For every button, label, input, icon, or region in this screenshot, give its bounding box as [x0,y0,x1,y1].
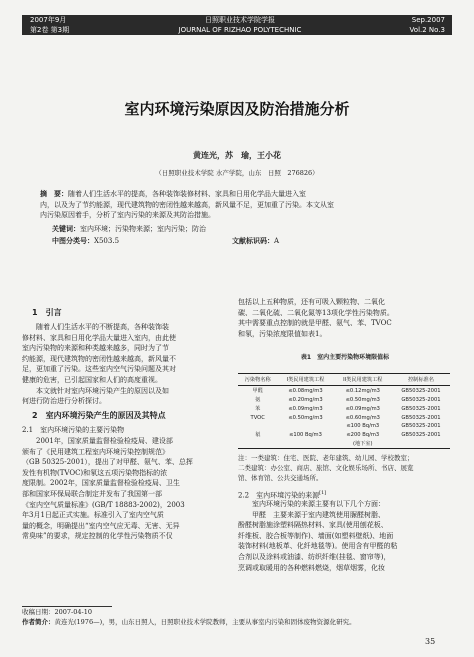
table-header-row [238,374,450,386]
citation-ref: [1] [319,490,327,496]
table-cell [238,439,277,449]
table-cell [392,439,450,449]
table-caption: 表1 室内主要污染物环境限值标 [300,354,390,361]
section-2-2-body: 室内环境污染的来源主要有以下几个方面： 甲醛 主要来源于室内建筑使用脲醛树脂、 酚醛树脂施涂塑料隔热材料、家具(使用刨花板、 纤维板、胶合板等制作)、墙面(如塑料壁纸)、地面 装饰材料(地板革、化纤地毯等)。使用含有甲醛的粘 合剂以及涂料或油漆、纺织纤维(挂毯、窗帘等)， 烹调或取暖用的各种燃料燃烧，烟草烟雾，化妆 [238,500,398,572]
table-header-cell: 污染物名称 [238,374,277,386]
doc-code [232,236,382,247]
table-row [238,414,450,422]
header-right [395,15,445,35]
table-cell: GB50325-2001 [401,422,441,429]
table-cell: 氨 [255,397,261,404]
doc-code-label: 文献标识码： [232,237,274,245]
table-row [238,430,450,439]
right-para-top: 包括以上五种物质，还有可吸入颗粒物、二氧化 碳、二氧化硫、二氧化氮等13项化学性污染物质。 其中需要重点控制的就是甲醛、氨气、苯、TVOC 和氡，污染浓度限值如表1。 [238,298,394,338]
abstract-label: 摘 要： [40,190,68,198]
table-header-cell: 控制标准名 [392,374,450,386]
table-header-cell: I类民用建筑工程 [277,374,333,386]
table-note: 注：一类建筑：住宅、医院、老年建筑、幼儿园、学校教室； 二类建筑：办公室、商店、旅馆、文化娱乐场所、书店、展览 馆、体育馆、公共交通场所。 [238,454,414,482]
journal-name-cn: 日照职业技术学院学报 [205,16,275,24]
abstract-line-2: 内，以及为了节约能源，现代建筑物的密闭性越来越高，新风量不足，更加重了污染。本文从室 [40,200,334,209]
section-2-1-body: 2001年，国家质量监督检验检疫局、建设部 颁布了《民用建筑工程室内环境污染控制规范》 （GB 50325-2001），提出了对甲醛、氨气、苯、总挥 发性有机物(TVOC)和氡这五项污染物指标的浓 度限制。2002年，国家质量监督检验检疫局、卫生 部和国家环保局联合制定并发布了我国第一部 《室内空气质量标准》(GB/T 18883-2002)，2003 年3月1日起正式实施。标准引入了室内空气质 量的概念，明确提出“室内空气应无毒、无害、无异 常臭味”的要求，规定控制的化学性污染物质不仅 [22,437,193,541]
header-volume-en: Vol.2 No.3 [409,26,445,34]
keywords-text: 室内环境；污染物来源；室内污染；防治 [80,225,206,233]
classification [52,236,202,247]
article-title: 室内环境污染原因及防治措施分析 [124,100,350,118]
table-cell: GB50325-2001 [401,405,441,412]
table-cell: ≤0.08mg/m3 [288,387,323,394]
classification-label: 中图分类号： [52,237,94,245]
table-cell: ≤0.50mg/m3 [345,396,380,403]
header-date-en: Sep.2007 [411,16,445,24]
table-cell: 氡 [255,432,261,439]
abstract-line-1: 摘 要：随着人们生活水平的提高，各种装饰装修材料、家具和日用化学品大量进入室 [40,190,306,198]
table-cell: ≤0.60mg/m3 [345,414,380,421]
pollutant-limits-table [238,373,450,449]
header-left [30,15,69,35]
table-cell: ≤200 Bq/m3 [346,431,380,438]
received-date: 收稿日期：2007-04-10 [22,608,92,616]
header-center [140,15,340,35]
authors: 黄连光，苏 瑜，王小花 [193,150,281,160]
abstract [40,189,440,221]
table-cell: GB50325-2001 [401,396,441,403]
doc-code-value: A [274,237,280,245]
table-cell [238,422,277,430]
journal-name-en: JOURNAL OF RIZHAO POLYTECHNIC [178,26,302,34]
classification-value: X503.5 [94,237,120,245]
table-cell: GB50325-2001 [401,431,441,438]
table-cell: 甲醛 [252,388,263,395]
table-row [238,439,450,449]
section-2-1-heading: 2.1 室内环境污染的主要污染物 [22,426,125,434]
footnote-rule [22,606,112,607]
table-row [238,386,450,396]
table-cell [277,422,333,430]
table-cell: ≤0.50mg/m3 [288,414,323,421]
table-cell: ≤0.20mg/m3 [288,396,323,403]
table-cell: ≤0.09mg/m3 [288,405,323,412]
table-row [238,422,450,430]
section-2-heading: 2 室内环境污染产生的原因及其特点 [32,411,166,420]
abstract-line-3: 内污染原因着手，分析了室内污染的来源及其防治措施。 [40,211,215,220]
table-cell: GB50325-2001 [401,414,441,421]
keywords [52,224,442,235]
table-cell: ≤100 Bq/m3 [346,422,380,429]
table-cell: ≤100 Bq/m3 [289,431,322,438]
section-1-heading: 1 引言 [32,308,62,317]
keywords-label: 关键词： [52,225,80,233]
table-cell: TVOC [250,414,265,421]
table-row [238,404,450,413]
table-cell: ≤0.12mg/m3 [345,387,380,394]
table-row [238,395,450,404]
affiliation: （日照职业技术学院 水产学院，山东 日照 276826） [155,169,319,177]
header-volume: 第2卷 第3期 [30,26,70,34]
author-bio: 作者简介：黄连光(1976—)，男，山东日照人，日照职业技术学院教师，主要从事室内污染和固体废物资源化研究。 [22,617,356,626]
table-header-cell: II类民用建筑工程 [334,374,392,386]
table-cell [277,439,333,449]
section-1-para-1: 随着人们生活水平的不断提高，各种装饰装 [36,323,169,331]
section-1-para-2: 本文就针对室内环境污染产生的原因以及如 何进行防治进行分析探讨。 [22,386,169,406]
table-cell: (地下室) [334,439,392,449]
header-date: 2007年9月 [30,16,67,24]
section-2-2-heading: 2.2 室内环境污染的来源[1] [238,490,327,500]
table-cell: ≤0.09mg/m3 [345,405,380,412]
page-number: 35 [425,637,436,646]
table-cell: GB50325-2001 [401,387,441,394]
section-1-para-1-cont: 修材料、家具和日用化学品大量进入室内，由此使 室内污染物的来源和种类越来越多，同时为了节 约能源，现代建筑物的密闭性越来越高，新风量不 足，更加重了污染。这些室内空气污染问题及其对 健康的危害，已引起国家和人们的高度重视。 [22,333,176,384]
footnote [22,608,452,628]
table-cell: 苯 [255,406,261,413]
